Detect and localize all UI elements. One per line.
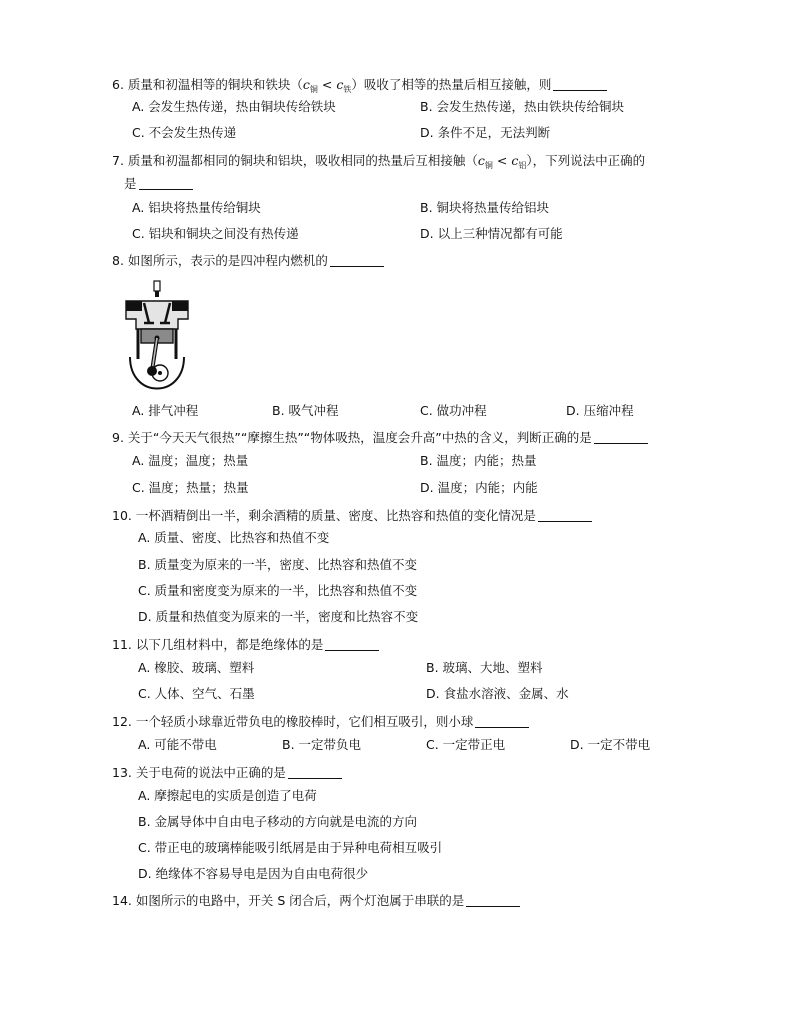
q11-option-a: A. 橡胶、玻璃、塑料 — [138, 660, 255, 675]
q13-stem — [112, 765, 342, 781]
q6-stem-b: ）吸收了相等的热量后相互接触，则 — [351, 77, 552, 92]
q13-option-c: C. 带正电的玻璃棒能吸引纸屑是由于异种电荷相互吸引 — [138, 840, 443, 855]
q9-stem — [112, 430, 648, 446]
q13-option-d: D. 绝缘体不容易导电是因为自由电荷很少 — [138, 866, 369, 881]
q11-stem — [112, 637, 379, 653]
q8-answer-blank — [330, 266, 384, 267]
q10-answer-blank — [538, 521, 592, 522]
q7-option-a: A. 铝块将热量传给铜块 — [132, 200, 261, 215]
q10-option-c: C. 质量和密度变为原来的一半，比热容和热值不变 — [138, 583, 418, 598]
q14-stem — [112, 893, 520, 909]
q10-stem — [112, 508, 592, 524]
q7-c1: c — [477, 153, 485, 168]
q11-option-c: C. 人体、空气、石墨 — [138, 686, 255, 701]
q6-option-c: C. 不会发生热传递 — [132, 125, 237, 140]
q12-stem-text: 12. 一个轻质小球靠近带负电的橡胶棒时，它们相互吸引，则小球 — [112, 714, 474, 729]
q7-sub1: 铜 — [484, 161, 493, 170]
q6-stem-a: 6. 质量和初温相等的铜块和铁块（ — [112, 77, 303, 92]
q7-c2: c — [511, 153, 519, 168]
q8-stem-text: 8. 如图所示，表示的是四冲程内燃机的 — [112, 253, 328, 268]
q6-sub2: 铁 — [343, 85, 352, 94]
q12-option-c: C. 一定带正电 — [426, 737, 506, 752]
q7-stem-c: 是 — [124, 176, 137, 191]
q11-answer-blank — [325, 650, 379, 651]
q8-option-b: B. 吸气冲程 — [272, 403, 339, 418]
q12-stem — [112, 714, 529, 730]
q7-answer-blank — [139, 189, 193, 190]
q11-option-b: B. 玻璃、大地、塑料 — [426, 660, 543, 675]
q10-option-a: A. 质量、密度、比热容和热值不变 — [138, 530, 330, 545]
q13-option-b: B. 金属导体中自由电子移动的方向就是电流的方向 — [138, 814, 418, 829]
q6-option-a: A. 会发生热传递，热由铜块传给铁块 — [132, 99, 336, 114]
q9-option-a: A. 温度；温度；热量 — [132, 453, 249, 468]
q7-stem-b: ），下列说法中正确的 — [526, 153, 646, 168]
q6-answer-blank — [553, 90, 607, 91]
q8-option-d: D. 压缩冲程 — [566, 403, 634, 418]
q14-stem-text: 14. 如图所示的电路中，开关 S 闭合后，两个灯泡属于串联的是 — [112, 893, 465, 908]
q9-answer-blank — [594, 443, 648, 444]
q11-stem-text: 11. 以下几组材料中，都是绝缘体的是 — [112, 637, 324, 652]
q11-option-d: D. 食盐水溶液、金属、水 — [426, 686, 569, 701]
q12-option-a: A. 可能不带电 — [138, 737, 217, 752]
q6-lt: < — [317, 77, 337, 92]
q9-option-c: C. 温度；热量；热量 — [132, 480, 249, 495]
q14-answer-blank — [466, 906, 520, 907]
q6-option-b: B. 会发生热传递，热由铁块传给铜块 — [420, 99, 625, 114]
q7-stem-a: 7. 质量和初温都相同的铜块和铝块，吸收相同的热量后互相接触（ — [112, 153, 478, 168]
q8-option-a: A. 排气冲程 — [132, 403, 199, 418]
q12-answer-blank — [475, 727, 529, 728]
q6-option-d: D. 条件不足，无法判断 — [420, 125, 551, 140]
q9-option-d: D. 温度；内能；内能 — [420, 480, 538, 495]
q8-stem — [112, 253, 384, 269]
q10-option-b: B. 质量变为原来的一半，密度、比热容和热值不变 — [138, 557, 418, 572]
q7-option-d: D. 以上三种情况都有可能 — [420, 226, 563, 241]
q10-option-d: D. 质量和热值变为原来的一半，密度和比热容不变 — [138, 609, 419, 624]
q6-c2: c — [336, 77, 344, 92]
q12-option-b: B. 一定带负电 — [282, 737, 362, 752]
q7-lt: < — [492, 153, 512, 168]
q6-stem — [112, 77, 607, 98]
q7-option-b: B. 铜块将热量传给铝块 — [420, 200, 550, 215]
engine-diagram — [122, 279, 192, 399]
q7-option-c: C. 铝块和铜块之间没有热传递 — [132, 226, 299, 241]
q7-sub2: 铝 — [518, 161, 527, 170]
q9-stem-text: 9. 关于“今天天气很热”“摩擦生热”“物体吸热，温度会升高”中热的含义，判断正确的是 — [112, 430, 592, 445]
q9-option-b: B. 温度；内能；热量 — [420, 453, 537, 468]
q13-stem-text: 13. 关于电荷的说法中正确的是 — [112, 765, 286, 780]
q10-stem-text: 10. 一杯酒精倒出一半，剩余酒精的质量、密度、比热容和热值的变化情况是 — [112, 508, 536, 523]
q12-option-d: D. 一定不带电 — [570, 737, 651, 752]
q13-option-a: A. 摩擦起电的实质是创造了电荷 — [138, 788, 317, 803]
q7-stem-line2 — [124, 176, 193, 192]
q6-sub1: 铜 — [309, 85, 318, 94]
q7-stem — [112, 153, 645, 174]
q8-option-c: C. 做功冲程 — [420, 403, 487, 418]
q13-answer-blank — [288, 778, 342, 779]
q6-c1: c — [302, 77, 310, 92]
